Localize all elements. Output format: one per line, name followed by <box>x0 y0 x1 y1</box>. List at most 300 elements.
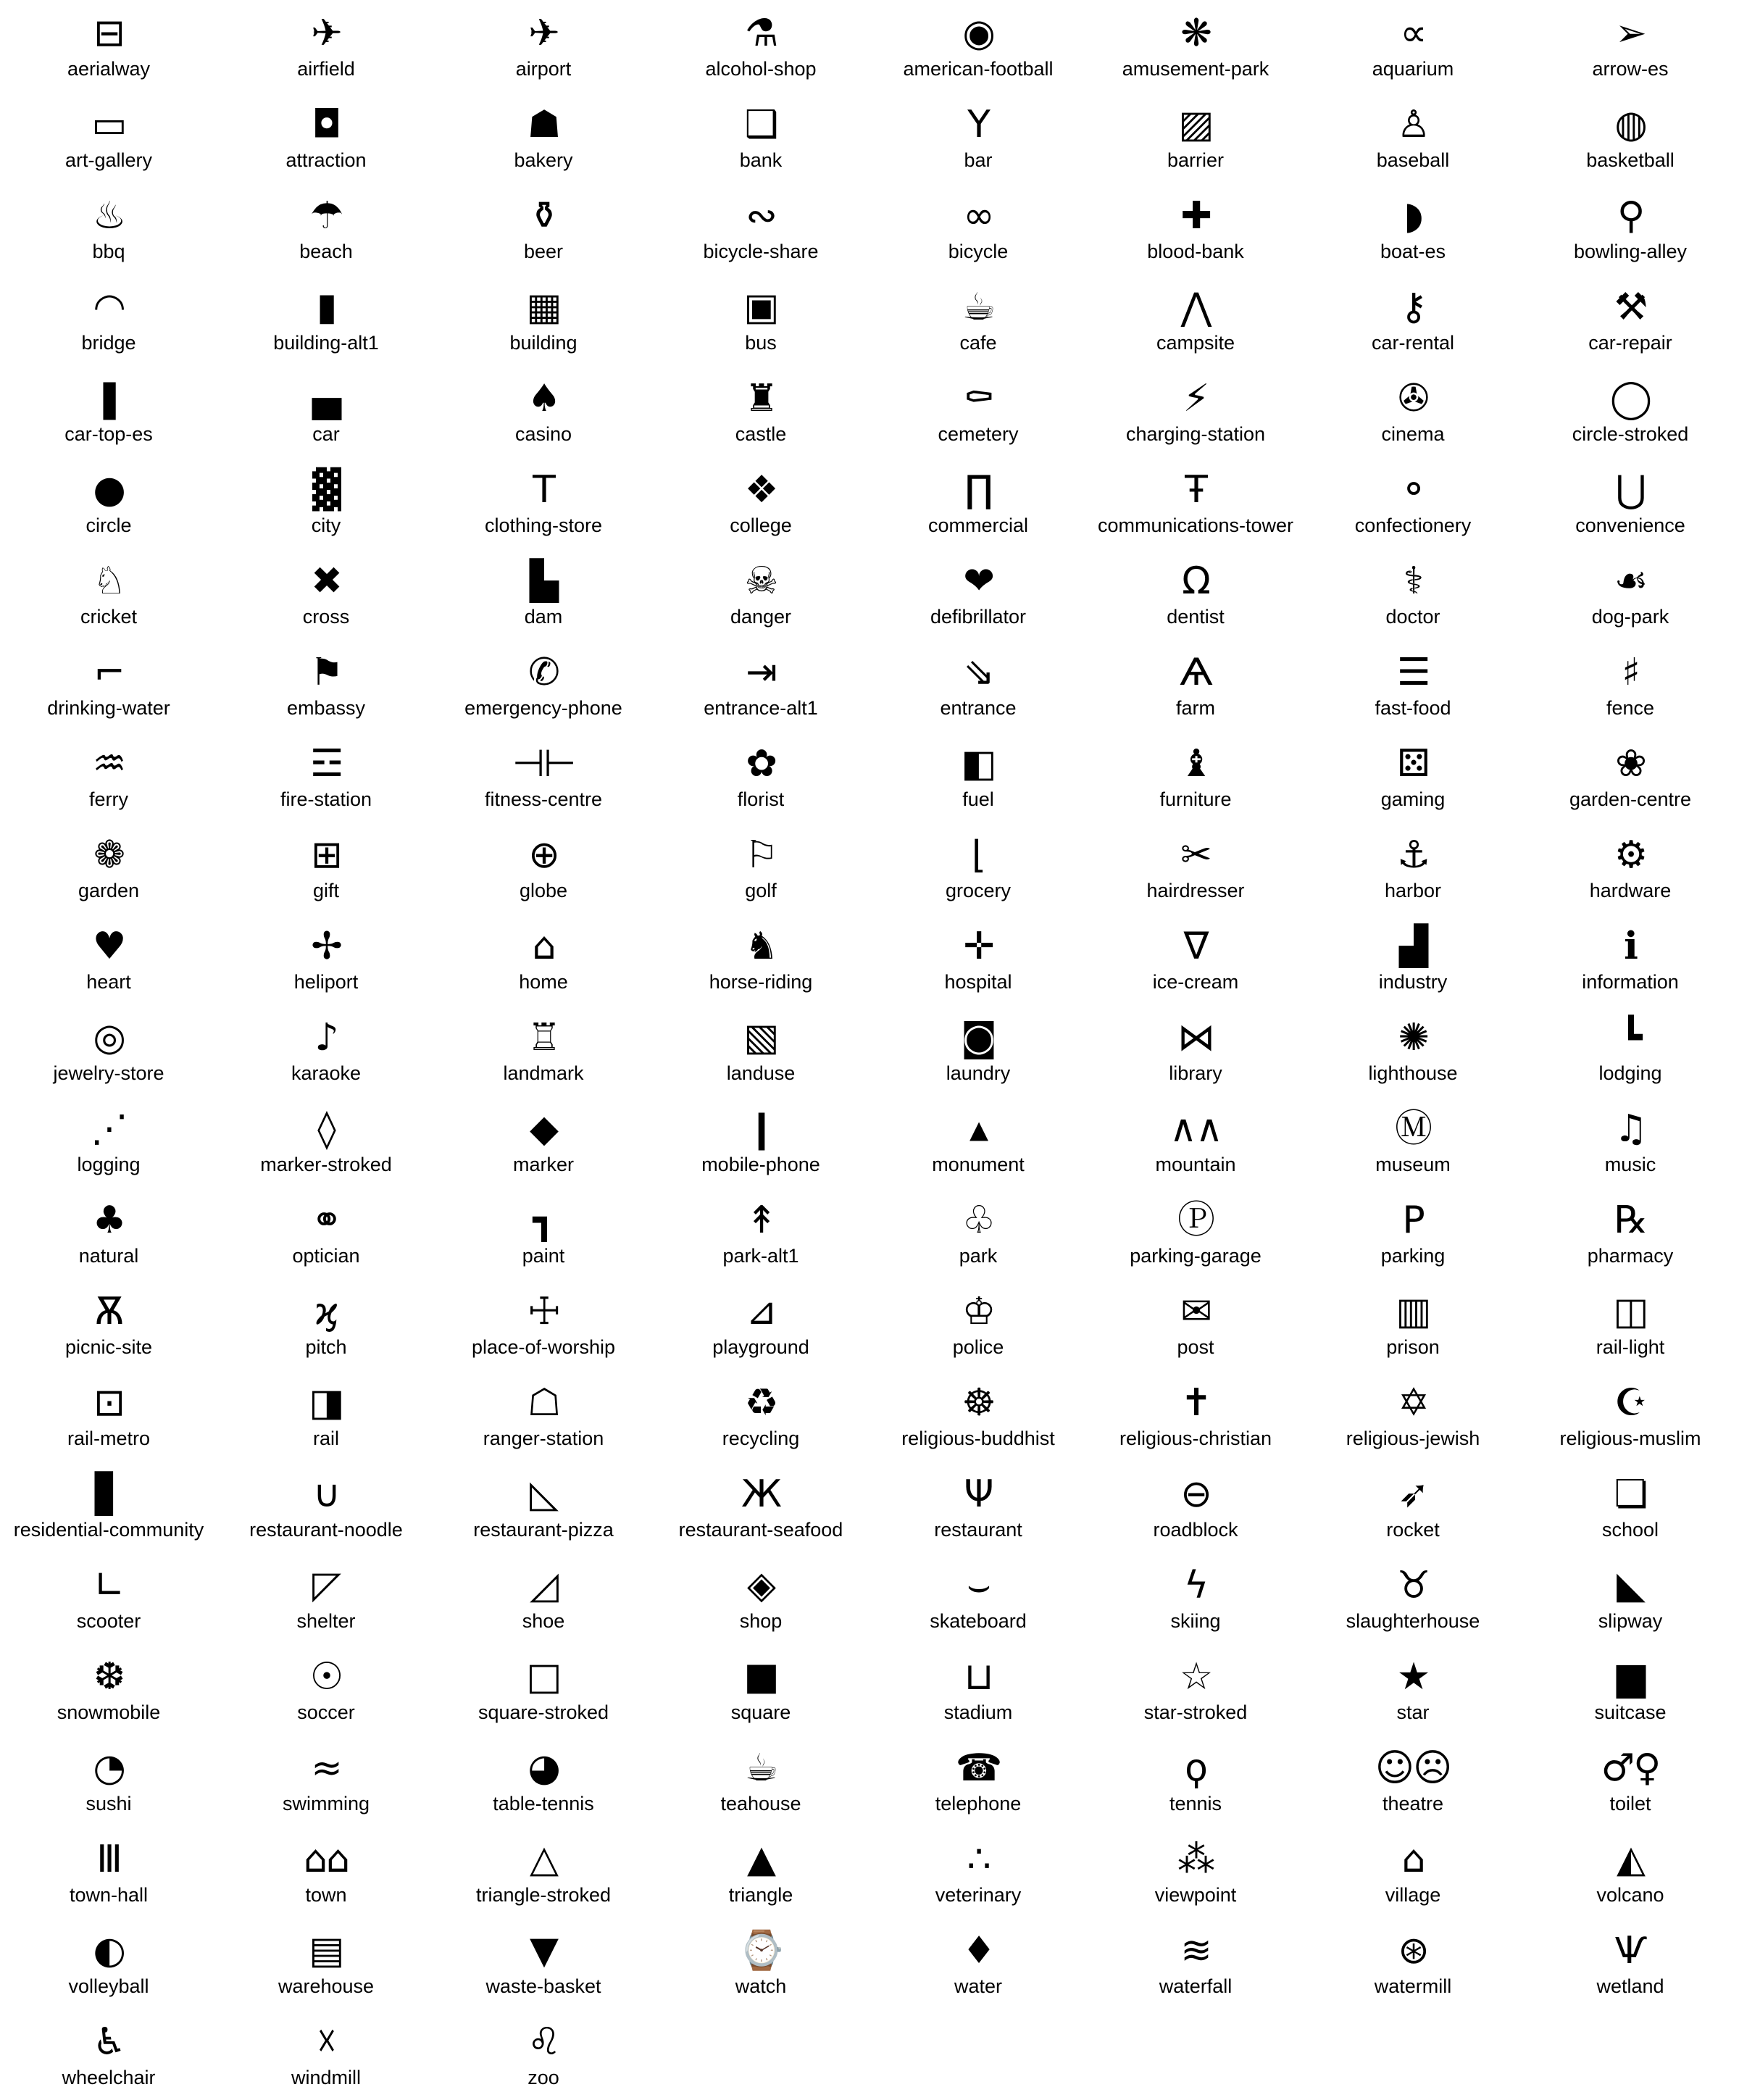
icon-cell <box>435 2009 652 2100</box>
wetland-icon: Ѱ <box>1614 1929 1646 1972</box>
dog-park-icon: ☙ <box>1614 559 1647 603</box>
icon-cell <box>0 2009 217 2100</box>
icon-cell <box>435 1735 652 1826</box>
icon-cell <box>1304 1643 1522 1735</box>
gaming-icon: ⚄ <box>1397 742 1429 786</box>
icon-cell <box>870 1643 1087 1735</box>
basketball-icon: ◍ <box>1614 103 1646 146</box>
icon-cell <box>0 1096 217 1187</box>
restaurant-seafood-icon: Ж <box>741 1472 780 1516</box>
icon-label: danger <box>730 606 792 628</box>
icon-label: wetland <box>1596 1975 1664 1997</box>
icon-cell <box>217 1187 435 1278</box>
roadblock-icon: ⊖ <box>1180 1472 1211 1516</box>
icon-label: waterfall <box>1159 1975 1233 1997</box>
icon-cell <box>1087 730 1304 822</box>
shelter-icon: ◸ <box>312 1564 340 1607</box>
icon-label: alcohol-shop <box>705 58 817 80</box>
icon-label: basketball <box>1586 149 1675 171</box>
icon-cell <box>1087 1004 1304 1096</box>
icon-cell <box>0 0 217 91</box>
picnic-site-icon: Ѫ <box>94 1290 123 1333</box>
icon-label: prison <box>1386 1336 1440 1358</box>
icon-cell <box>652 274 870 365</box>
icon-cell <box>217 1096 435 1187</box>
icon-label: barrier <box>1167 149 1225 171</box>
icon-label: zoo <box>527 2067 559 2088</box>
icon-cell <box>435 1370 652 1461</box>
icon-cell <box>1087 639 1304 730</box>
icon-label: car-top-es <box>64 423 153 445</box>
icon-label: swimming <box>282 1793 370 1814</box>
icon-label: windmill <box>291 2067 362 2088</box>
fence-icon: ♯ <box>1622 651 1639 694</box>
icon-label: aquarium <box>1372 58 1454 80</box>
icon-label: shoe <box>522 1610 565 1632</box>
icon-label: industry <box>1378 971 1448 993</box>
home-icon: ⌂ <box>532 925 555 968</box>
icon-cell <box>1087 822 1304 913</box>
emergency-phone-icon: ✆ <box>528 651 559 694</box>
icon-cell <box>217 913 435 1004</box>
icon-label: cinema <box>1381 423 1445 445</box>
icon-cell <box>1087 548 1304 639</box>
park-alt1-icon: ↟ <box>746 1199 776 1242</box>
icon-cell <box>217 1552 435 1643</box>
icon-cell <box>0 1735 217 1826</box>
icon-label: circle <box>86 514 132 536</box>
icon-label: bicycle <box>948 241 1009 262</box>
icon-cell <box>435 913 652 1004</box>
icon-cell <box>435 822 652 913</box>
veterinary-icon: ∴ <box>967 1838 990 1881</box>
icon-label: soccer <box>297 1701 355 1723</box>
icon-cell <box>1087 1552 1304 1643</box>
icon-label: marker-stroked <box>260 1154 392 1175</box>
icon-label: cricket <box>80 606 137 628</box>
icon-cell <box>1304 548 1522 639</box>
icon-label: wheelchair <box>62 2067 156 2088</box>
icon-label: fire-station <box>280 788 372 810</box>
icon-label: pharmacy <box>1587 1245 1674 1267</box>
bowling-alley-icon: ⚲ <box>1617 194 1644 238</box>
icon-label: police <box>952 1336 1004 1358</box>
natural-icon: ♣ <box>92 1199 125 1242</box>
icon-label: car-repair <box>1588 332 1672 354</box>
icon-label: cross <box>302 606 350 628</box>
swimming-icon: ≈ <box>311 1746 341 1790</box>
icon-label: emergency-phone <box>464 697 622 719</box>
amusement-park-icon: ❋ <box>1180 12 1211 55</box>
icon-cell <box>870 1917 1087 2009</box>
icon-cell <box>1087 1643 1304 1735</box>
icon-label: bank <box>739 149 783 171</box>
icon-label: music <box>1604 1154 1656 1175</box>
religious-christian-icon: ✝ <box>1180 1381 1211 1425</box>
icon-label: communications-tower <box>1097 514 1294 536</box>
icon-label: blood-bank <box>1147 241 1244 262</box>
garden-centre-icon: ❀ <box>1615 742 1646 786</box>
icon-cell <box>1087 1917 1304 2009</box>
icon-cell <box>0 822 217 913</box>
commercial-icon: ∏ <box>964 468 992 512</box>
religious-muslim-icon: ☪ <box>1614 1381 1647 1425</box>
bar-icon: Y <box>967 103 989 146</box>
icon-cell <box>1522 639 1739 730</box>
icon-label: circle-stroked <box>1572 423 1689 445</box>
table-tennis-icon: ◕ <box>527 1746 559 1790</box>
icon-cell <box>870 1552 1087 1643</box>
hardware-icon: ⚙ <box>1614 833 1647 877</box>
bus-icon: ▣ <box>743 286 778 329</box>
icon-cell <box>217 1735 435 1826</box>
icon-label: marker <box>512 1154 574 1175</box>
icon-cell <box>0 913 217 1004</box>
bakery-icon: ☗ <box>527 103 560 146</box>
icon-cell <box>870 1278 1087 1370</box>
danger-icon: ☠ <box>744 559 777 603</box>
icon-cell <box>1522 548 1739 639</box>
icon-label: theatre <box>1382 1793 1444 1814</box>
dentist-icon: Ω <box>1182 559 1209 603</box>
communications-tower-icon: Ŧ <box>1185 468 1206 512</box>
icon-label: tennis <box>1169 1793 1222 1814</box>
rail-light-icon: ◫ <box>1613 1290 1648 1333</box>
icon-cell <box>652 1278 870 1370</box>
icon-label: castle <box>735 423 787 445</box>
icon-label: skiing <box>1170 1610 1221 1632</box>
icon-cell <box>0 548 217 639</box>
icon-cell <box>1304 1735 1522 1826</box>
icon-label: snowmobile <box>57 1701 161 1723</box>
harbor-icon: ⚓ <box>1396 833 1430 877</box>
icon-label: roadblock <box>1153 1519 1238 1541</box>
icon-cell <box>1304 639 1522 730</box>
icon-cell <box>1522 274 1739 365</box>
restaurant-noodle-icon: ∪ <box>312 1472 340 1516</box>
icon-label: fence <box>1606 697 1655 719</box>
icon-label: picnic-site <box>64 1336 153 1358</box>
library-icon: ⋈ <box>1177 1016 1214 1059</box>
icon-cell <box>435 639 652 730</box>
icon-label: garden-centre <box>1569 788 1692 810</box>
icon-label: heliport <box>293 971 359 993</box>
bridge-icon: ◠ <box>93 286 125 329</box>
icon-label: convenience <box>1575 514 1685 536</box>
icon-cell <box>1522 913 1739 1004</box>
icon-cell <box>870 548 1087 639</box>
car-rental-icon: ⚷ <box>1399 286 1427 329</box>
icon-label: beach <box>299 241 353 262</box>
lodging-icon: ┗ <box>1619 1016 1641 1059</box>
icon-label: scooter <box>76 1610 141 1632</box>
icon-label: religious-muslim <box>1559 1428 1701 1449</box>
icon-cell <box>870 1370 1087 1461</box>
icon-cell <box>870 1461 1087 1552</box>
icon-label: waste-basket <box>485 1975 601 1997</box>
icon-cell <box>217 365 435 457</box>
icon-label: post <box>1177 1336 1214 1358</box>
icon-cell <box>1522 0 1739 91</box>
icon-cell <box>1522 730 1739 822</box>
icon-cell <box>1304 1278 1522 1370</box>
fuel-icon: ◧ <box>961 742 996 786</box>
mobile-phone-icon: ❙ <box>746 1107 776 1151</box>
lighthouse-icon: ✺ <box>1398 1016 1428 1059</box>
icon-cell <box>1304 730 1522 822</box>
icon-cell <box>0 1552 217 1643</box>
icon-cell <box>1304 1096 1522 1187</box>
icon-cell <box>0 183 217 274</box>
defibrillator-icon: ❤ <box>963 559 993 603</box>
icon-cell <box>435 183 652 274</box>
pitch-icon: ϗ <box>314 1290 338 1333</box>
icon-label: fitness-centre <box>484 788 603 810</box>
warehouse-icon: ▤ <box>309 1929 343 1972</box>
icon-cell <box>652 1187 870 1278</box>
icon-label: heart <box>86 971 131 993</box>
cemetery-icon: ⚰ <box>963 377 993 420</box>
alcohol-shop-icon: ⚗ <box>744 12 777 55</box>
icon-label: library <box>1169 1062 1222 1084</box>
icon-label: globe <box>519 880 568 901</box>
music-icon: ♫ <box>1614 1107 1647 1151</box>
icon-label: town-hall <box>69 1884 149 1906</box>
ice-cream-icon: ∇ <box>1183 925 1208 968</box>
hairdresser-icon: ✂ <box>1180 833 1211 877</box>
icon-label: landuse <box>726 1062 796 1084</box>
icon-label: rail-light <box>1596 1336 1665 1358</box>
icon-label: fuel <box>962 788 994 810</box>
icon-label: school <box>1601 1519 1659 1541</box>
icon-cell <box>1087 183 1304 274</box>
icon-cell <box>1304 1552 1522 1643</box>
icon-label: star-stroked <box>1143 1701 1248 1723</box>
florist-icon: ✿ <box>746 742 776 786</box>
icon-label: teahouse <box>720 1793 801 1814</box>
icon-cell <box>1522 1826 1739 1917</box>
skateboard-icon: ⌣ <box>966 1564 991 1607</box>
icon-label: slaughterhouse <box>1346 1610 1480 1632</box>
icon-cell <box>217 1370 435 1461</box>
icon-label: campsite <box>1156 332 1235 354</box>
icon-label: monument <box>932 1154 1025 1175</box>
restaurant-pizza-icon: ◺ <box>530 1472 557 1516</box>
icon-label: table-tennis <box>493 1793 594 1814</box>
stadium-icon: ⊔ <box>964 1655 993 1699</box>
icon-cell <box>217 183 435 274</box>
icon-label: village <box>1385 1884 1441 1906</box>
hospital-icon: ✛ <box>963 925 993 968</box>
icon-cell <box>1522 183 1739 274</box>
icon-label: slipway <box>1598 1610 1663 1632</box>
icon-cell <box>217 91 435 183</box>
icon-cell <box>0 1917 217 2009</box>
icon-label: grocery <box>945 880 1012 901</box>
square-stroked-icon: □ <box>526 1655 561 1699</box>
icon-label: hospital <box>944 971 1012 993</box>
icon-label: gift <box>312 880 340 901</box>
information-icon: ℹ <box>1624 925 1637 968</box>
icon-label: farm <box>1176 697 1215 719</box>
icon-cell <box>217 1278 435 1370</box>
wheelchair-icon: ♿ <box>92 2020 125 2064</box>
icon-cell <box>0 1643 217 1735</box>
building-icon: ▦ <box>526 286 561 329</box>
icon-cell <box>217 2009 435 2100</box>
airport-icon: ✈ <box>528 12 559 55</box>
icon-cell <box>1522 1461 1739 1552</box>
icon-label: beer <box>523 241 564 262</box>
icon-cell <box>1087 1187 1304 1278</box>
icon-cell <box>870 365 1087 457</box>
waterfall-icon: ≋ <box>1180 1929 1211 1972</box>
icon-label: rail <box>312 1428 339 1449</box>
clothing-store-icon: T <box>533 468 554 512</box>
icon-label: viewpoint <box>1154 1884 1237 1906</box>
icon-cell <box>1522 457 1739 548</box>
icon-label: arrow-es <box>1592 58 1669 80</box>
icon-cell <box>1522 91 1739 183</box>
triangle-icon: ▲ <box>747 1838 775 1881</box>
circle-stroked-icon: ◯ <box>1609 377 1651 420</box>
icon-cell <box>217 822 435 913</box>
icon-cell <box>652 1917 870 2009</box>
icon-cell <box>435 1917 652 2009</box>
icon-label: playground <box>712 1336 809 1358</box>
icon-cell <box>0 1278 217 1370</box>
cinema-icon: ✇ <box>1398 377 1428 420</box>
icon-label: clothing-store <box>484 514 603 536</box>
icon-cell <box>0 457 217 548</box>
icon-cell <box>652 1004 870 1096</box>
embassy-icon: ⚑ <box>309 651 343 694</box>
icon-label: residential-community <box>13 1519 204 1541</box>
icon-cell <box>217 274 435 365</box>
icon-label: veterinary <box>935 1884 1022 1906</box>
icon-cell <box>1087 1735 1304 1826</box>
icon-label: furniture <box>1159 788 1232 810</box>
icon-label: restaurant-seafood <box>678 1519 843 1541</box>
icon-label: boat-es <box>1380 241 1446 262</box>
police-icon: ♔ <box>962 1290 995 1333</box>
teahouse-icon: ☕ <box>744 1746 777 1790</box>
blood-bank-icon: ✚ <box>1180 194 1211 238</box>
icon-label: embassy <box>286 697 366 719</box>
star-icon: ★ <box>1396 1655 1430 1699</box>
icon-cell <box>1304 1370 1522 1461</box>
icon-cell <box>652 1370 870 1461</box>
icon-label: defibrillator <box>930 606 1027 628</box>
icon-cell <box>870 639 1087 730</box>
icon-cell <box>1087 0 1304 91</box>
town-icon: ⌂⌂ <box>303 1838 349 1881</box>
icon-cell <box>870 822 1087 913</box>
icon-cell <box>435 548 652 639</box>
icon-cell <box>870 1826 1087 1917</box>
bank-icon: ❑ <box>744 103 777 146</box>
icon-cell <box>435 91 652 183</box>
car-repair-icon: ⚒ <box>1614 286 1647 329</box>
icon-label: toilet <box>1609 1793 1651 1814</box>
cricket-icon: ♘ <box>92 559 125 603</box>
icon-label: charging-station <box>1125 423 1266 445</box>
icon-cell <box>217 1826 435 1917</box>
icon-cell <box>870 457 1087 548</box>
icon-cell <box>652 1096 870 1187</box>
icon-cell <box>435 1004 652 1096</box>
marker-icon: ◆ <box>530 1107 557 1151</box>
icon-cell <box>870 183 1087 274</box>
icon-cell <box>652 365 870 457</box>
icon-label: triangle <box>728 1884 793 1906</box>
icon-cell <box>1304 457 1522 548</box>
cafe-icon: ☕ <box>962 286 995 329</box>
golf-icon: ⚐ <box>744 833 777 877</box>
icon-label: airport <box>515 58 572 80</box>
icon-cell <box>652 1461 870 1552</box>
icon-cell <box>0 1826 217 1917</box>
icon-cell <box>870 274 1087 365</box>
car-top-es-icon: ❚ <box>93 377 124 420</box>
fast-food-icon: ☰ <box>1396 651 1430 694</box>
icon-cell <box>435 1552 652 1643</box>
icon-cell <box>870 0 1087 91</box>
icon-cell <box>1304 365 1522 457</box>
aerialway-icon: ⊟ <box>93 12 124 55</box>
rocket-icon: ➶ <box>1398 1472 1428 1516</box>
icon-cell <box>1087 274 1304 365</box>
icon-cell <box>1087 365 1304 457</box>
icon-cell <box>1304 274 1522 365</box>
city-icon: ▓ <box>312 468 340 512</box>
icon-label: attraction <box>285 149 367 171</box>
icon-label: building-alt1 <box>273 332 379 354</box>
icon-cell <box>652 1826 870 1917</box>
icon-cell <box>1522 1735 1739 1826</box>
icon-cell <box>870 1004 1087 1096</box>
icon-label: religious-jewish <box>1346 1428 1480 1449</box>
icon-cell <box>1304 1461 1522 1552</box>
icon-cell <box>217 0 435 91</box>
laundry-icon: ◙ <box>960 1016 996 1059</box>
icon-label: city <box>311 514 341 536</box>
icon-cell <box>652 0 870 91</box>
icon-label: entrance <box>940 697 1017 719</box>
icon-cell <box>652 91 870 183</box>
pharmacy-icon: ℞ <box>1614 1199 1647 1242</box>
sushi-icon: ◔ <box>93 1746 125 1790</box>
icon-cell <box>217 1004 435 1096</box>
icon-label: recycling <box>722 1428 800 1449</box>
recycling-icon: ♻ <box>744 1381 777 1425</box>
fitness-centre-icon: ⊣⊢ <box>512 742 575 786</box>
icon-label: paint <box>522 1245 565 1267</box>
logging-icon: ⋰ <box>91 1107 127 1151</box>
aquarium-icon: ∝ <box>1400 12 1426 55</box>
icon-cell <box>1522 365 1739 457</box>
airfield-icon: ✈ <box>311 12 341 55</box>
building-alt1-icon: ▮ <box>316 286 336 329</box>
icon-cell <box>1522 1370 1739 1461</box>
icon-label: entrance-alt1 <box>704 697 818 719</box>
icon-label: place-of-worship <box>471 1336 616 1358</box>
icon-cell <box>652 639 870 730</box>
icon-cell <box>652 548 870 639</box>
icon-label: building <box>509 332 577 354</box>
icon-label: lodging <box>1598 1062 1662 1084</box>
playground-icon: ⊿ <box>746 1290 776 1333</box>
